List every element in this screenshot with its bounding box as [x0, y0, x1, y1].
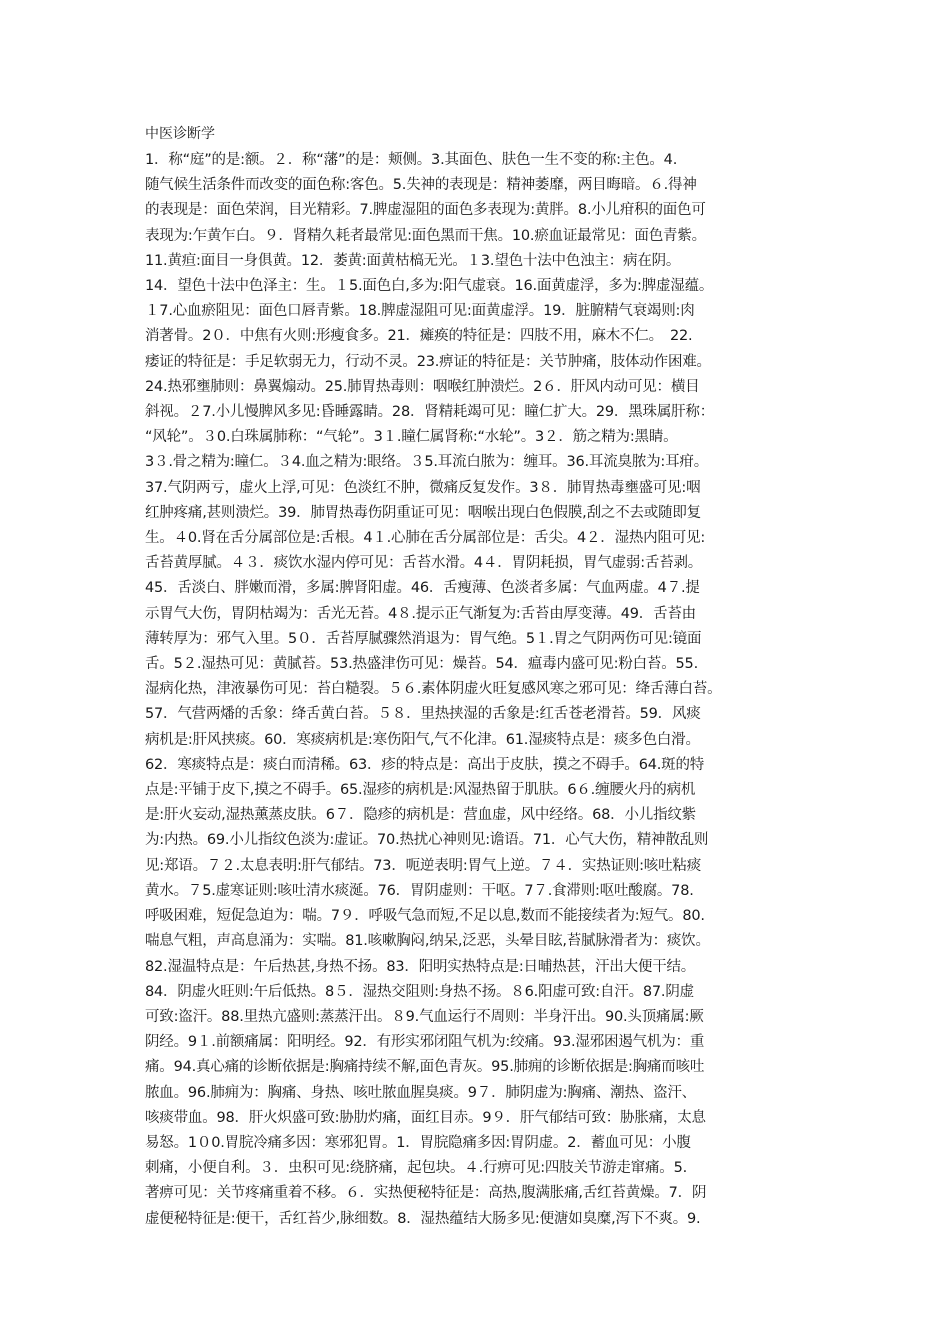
text-line: 易怒。1０0.胃脘冷痛多因：寒邪犯胃。1．胃脘隐痛多因:胃阴虚。2．蓄血可见：小腹 — [145, 1134, 691, 1151]
text-line: 随气候生活条件而改变的面色称:客色。5.失神的表现是：精神萎靡，两目晦暗。６.得神 — [145, 177, 697, 194]
text-line: 舌。5２.湿热可见：黄腻苔。53.热盛津伤可见：燥苔。54．瘟毒内盛可见:粉白苔。55. — [145, 656, 698, 673]
document-title: 中医诊断学 — [145, 126, 215, 142]
text-line: 斜视。２7.小儿慢脾风多见:昏睡露睛。28．肾精耗竭可见：瞳仁扩大。29．黑珠属肝称： — [145, 404, 715, 421]
text-line: 示胃气大伤，胃阴枯竭为：舌光无苔。4８.提示正气渐复为:舌苔由厚变薄。49．舌苔由 — [145, 605, 696, 622]
text-line: １7.心血瘀阻见：面色口唇青紫。18.脾虚湿阻可见:面黄虚浮。19．脏腑精气衰竭则:肉 — [145, 303, 695, 320]
text-line: 45．舌淡白、胖嫩而滑，多属:脾肾阳虚。46．舌瘦薄、色淡者多属：气血两虚。4７.提 — [145, 580, 700, 597]
text-line: 1．称“庭”的是:额。２．称“藩”的是：颊侧。3.其面色、肤色一生不变的称:主色。4. — [145, 152, 678, 168]
text-line: 喘息气粗，声高息涌为：实喘。81.咳嗽胸闷,纳呆,泛恶，头晕目眩,苔腻脉滑者为：痰饮。 — [145, 933, 710, 950]
text-line: 见:郑语。７２.太息表明:肝气郁结。73．呃逆表明:胃气上逆。７４．实热证则:咳吐粘痰 — [145, 857, 701, 874]
text-line: 痿证的特征是：手足软弱无力，行动不灵。23.痹证的特征是：关节肿痛，肢体动作困难。 — [145, 353, 711, 370]
text-line: 14．望色十法中色泽主：生。１5.面色白,多为:阳气虚衰。16.面黄虚浮，多为:脾虚湿蕴。 — [145, 278, 714, 295]
text-line: 消著骨。2０．中焦有火则:形瘦食多。21．瘫痪的特征是：四肢不用，麻木不仁。 22. — [145, 328, 693, 345]
text-line: 表现为:乍黄乍白。９．肾精久耗者最常见:面色黑而干焦。10.瘀血证最常见：面色青紫。 — [145, 227, 706, 244]
text-line: 脓血。96.肺痈为：胸痛、身热、咳吐脓血腥臭痰。9７．肺阴虚为:胸痛、潮热、盗汗、 — [145, 1084, 696, 1101]
text-line: 37.气阴两亏，虚火上浮,可见：色淡红不肿，微痛反复发作。3８．肺胃热毒壅盛可见:咽 — [145, 479, 701, 496]
text-line: 11.黄疸:面目一身俱黄。12．萎黄:面黄枯槁无光。１3.望色十法中色浊主：病在阴。 — [145, 252, 681, 269]
text-line: 虚便秘特征是:便干，舌红苔少,脉细数。8．湿热蕴结大肠多见:便溏如臭糜,泻下不爽。9. — [145, 1210, 701, 1227]
text-line: 刺痛，小便自利。３．虫积可见:绕脐痛，起包块。４.行痹可见:四肢关节游走窜痛。5. — [145, 1160, 688, 1177]
text-line: 湿病化热，津液暴伤可见：苔白糙裂。５６.素体阴虚火旺复感风寒之邪可见：绛舌薄白苔。 — [145, 681, 722, 698]
text-line: 痛。94.真心痛的诊断依据是:胸痛持续不解,面色青灰。95.肺痈的诊断依据是:胸痛而咳吐 — [145, 1059, 705, 1076]
text-line: 著痹可见：关节疼痛重着不移。６．实热便秘特征是：高热,腹满胀痛,舌红苔黄燥。7．阴 — [145, 1185, 707, 1202]
text-line: 为:内热。69.小儿指纹色淡为:虚证。70.热扰心神则见:谵语。71．心气大伤，精神散乱则 — [145, 832, 709, 849]
text-line: 呼吸困难，短促急迫为：喘。7９．呼吸气急而短,不足以息,数而不能接续者为:短气。80. — [145, 908, 705, 925]
text-line: 62．寒痰特点是：痰白而清稀。63．疹的特点是：高出于皮肤，摸之不碍手。64.斑的特 — [145, 756, 705, 773]
text-line: 57．气营两燔的舌象：绛舌黄白苔。５８．里热挟湿的舌象是:红舌苍老滑苔。59．风痰 — [145, 706, 701, 723]
text-line: 黄水。７5.虚寒证则:咳吐清水痰涎。76．胃阴虚则：干呕。7７.食滞则:呕吐酸腐。78. — [145, 882, 694, 899]
text-line: 是:肝火妄动,湿热薰蒸皮肤。6７．隐疹的病机是：营血虚，风中经络。68．小儿指纹紫 — [145, 807, 696, 824]
text-line: 阴经。9１.前额痛属：阳明经。92．有形实邪闭阻气机为:绞痛。93.湿邪困遏气机为：重 — [145, 1034, 705, 1051]
text-line: 咳痰带血。98．肝火炽盛可致:胁肋灼痛，面红目赤。9９．肝气郁结可致：胁胀痛，太息 — [145, 1109, 706, 1126]
text-line: 可致:盗汗。88.里热亢盛则:蒸蒸汗出。８9.气血运行不周则：半身汗出。90.头顶痛属:厥 — [145, 1008, 704, 1025]
document-body — [145, 148, 815, 1232]
text-line: 3３.骨之精为:瞳仁。３4.血之精为:眼络。３5.耳流白脓为：缠耳。36.耳流臭脓为:耳疳。 — [145, 454, 709, 471]
text-line: 薄转厚为：邪气入里。5０．舌苔厚腻骤然消退为：胃气绝。5１.胃之气阴两伤可见:镜面 — [145, 630, 702, 647]
text-line: “风轮”。３0.白珠属肺称：“气轮”。3１.瞳仁属肾称:“水轮”。3２．筋之精为:黑睛。 — [145, 429, 678, 446]
text-line: 生。４0.肾在舌分属部位是:舌根。4１.心肺在舌分属部位是：舌尖。4２．湿热内阻可见: — [145, 530, 706, 547]
text-line: 24.热邪壅肺则：鼻翼煽动。25.肺胃热毒则：咽喉红肿溃烂。2６．肝风内动可见：横目 — [145, 378, 700, 395]
text-line: 82.湿温特点是：午后热甚,身热不扬。83．阳明实热特点是:日晡热甚，汗出大便干结。 — [145, 958, 696, 975]
text-line: 红肿疼痛,甚则溃烂。39．肺胃热毒伤阴重证可见：咽喉出现白色假膜,刮之不去或随即复 — [145, 504, 701, 521]
text-line: 舌苔黄厚腻。４３．痰饮水湿内停可见：舌苔水滑。4４．胃阴耗损，胃气虚弱:舌苔剥。 — [145, 555, 703, 572]
text-line: 点是:平铺于皮下,摸之不碍手。65.湿疹的病机是:风湿热留于肌肤。6６.缠腰火丹的病机 — [145, 782, 696, 799]
text-line: 84．阴虚火旺则:午后低热。8５．湿热交阻则:身热不扬。８6.阳虚可致:自汗。87.阴虚 — [145, 983, 694, 1000]
text-line: 病机是:肝风挟痰。60．寒痰病机是:寒伤阳气,气不化津。61.湿痰特点是：痰多色白滑。 — [145, 731, 700, 748]
text-line: 的表现是：面色荣润，目光精彩。7.脾虚湿阻的面色多表现为:黄胖。8.小儿疳积的面色可 — [145, 202, 706, 219]
